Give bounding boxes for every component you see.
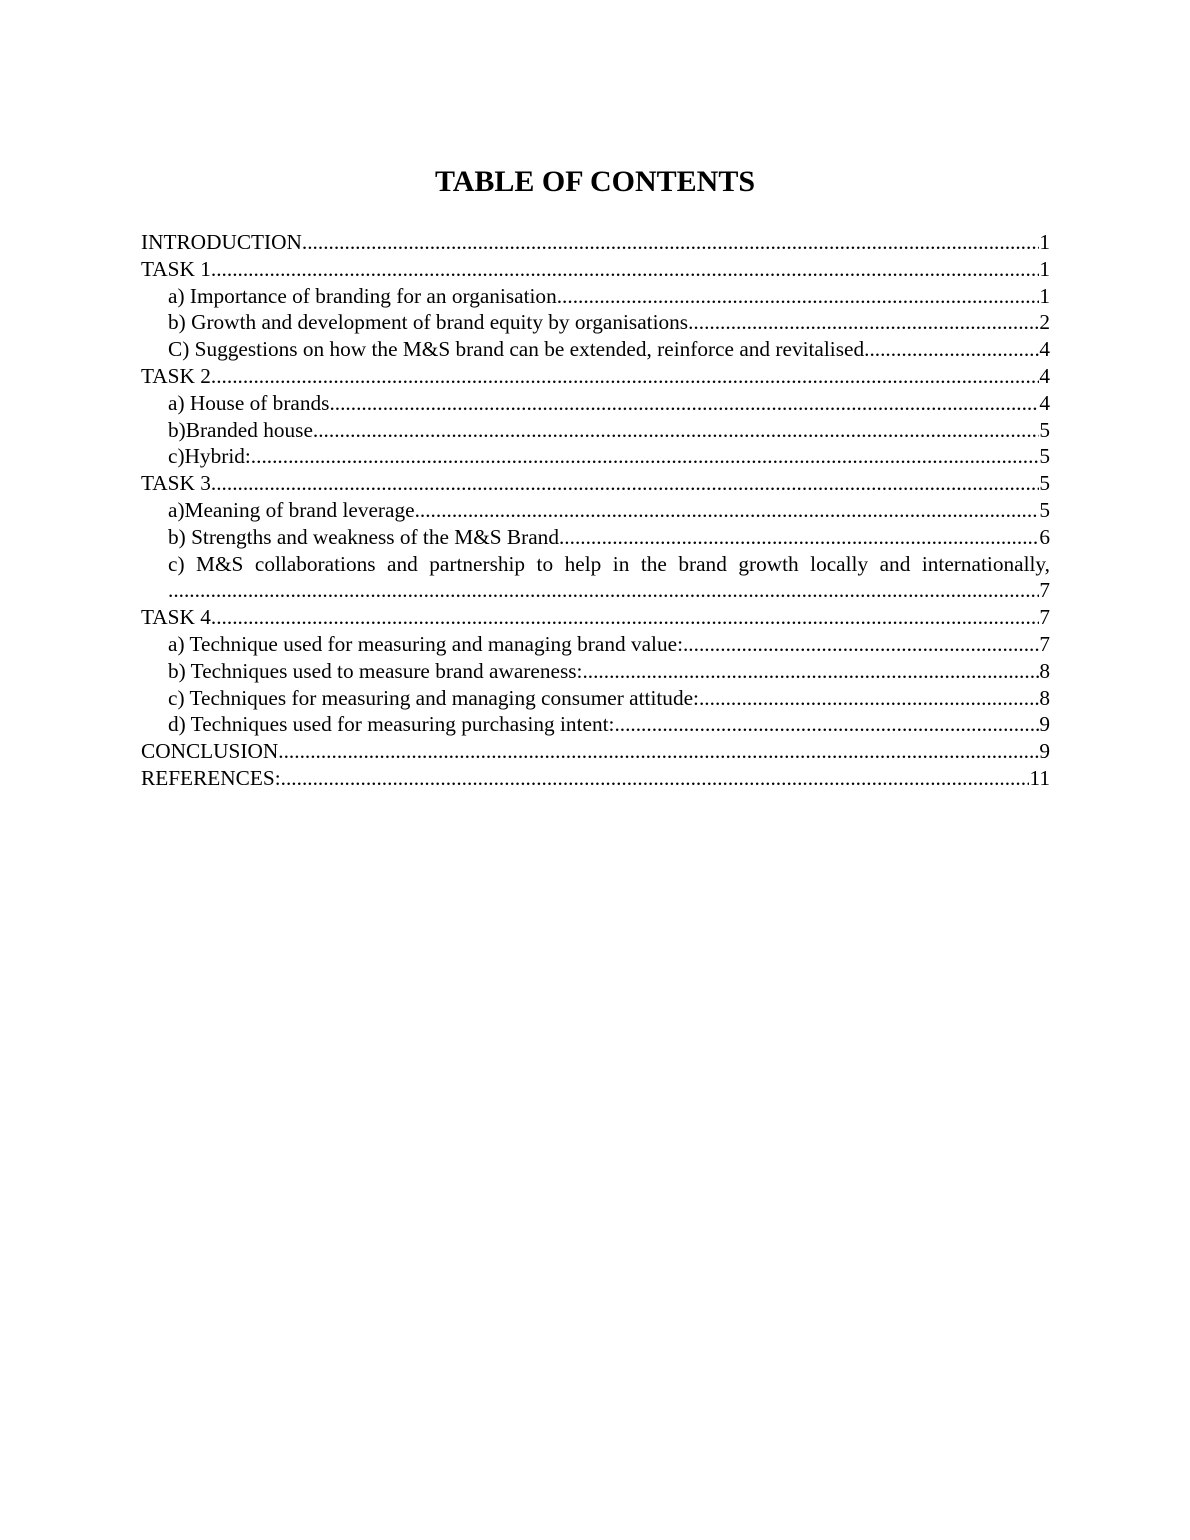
toc-entry-continuation: [168, 577, 1050, 604]
page-title: TABLE OF CONTENTS: [434, 165, 756, 198]
toc-dot-leader: [211, 604, 1039, 631]
toc-dot-leader: [168, 577, 1039, 604]
toc-entry-label: TASK 3: [141, 471, 211, 496]
toc-dot-leader: [281, 765, 1030, 792]
toc-page-number: 4: [1039, 390, 1050, 415]
toc-page-number: 1: [1039, 230, 1050, 254]
toc-entry-task-3b[interactable]: [141, 524, 1050, 551]
toc-entry-task-3[interactable]: [141, 470, 1050, 497]
toc-entry-label: b) Strengths and weakness of the M&S Brand: [168, 524, 559, 549]
toc-entry-task-2a[interactable]: [141, 390, 1050, 417]
toc-page-number: 11: [1029, 765, 1050, 790]
toc-dot-leader: [211, 470, 1039, 497]
toc-entry-label: c) Techniques for measuring and managing consumer attitude:: [168, 685, 699, 710]
toc-dot-leader: [582, 658, 1039, 685]
toc-entry-task-1b[interactable]: [141, 309, 1050, 336]
toc-entry-conclusion[interactable]: [141, 738, 1050, 765]
toc-page-number: 2: [1039, 310, 1050, 335]
toc-page-number: 4: [1039, 337, 1050, 362]
toc-entry-task-4c[interactable]: [141, 685, 1050, 712]
toc-entry-label: TASK 2: [141, 363, 211, 388]
toc-dot-leader: [329, 390, 1039, 417]
toc-entry-task-3a[interactable]: [141, 497, 1050, 524]
toc-page-number: 5: [1039, 417, 1050, 442]
toc-dot-leader: [688, 309, 1039, 336]
toc-dot-leader: [557, 283, 1040, 310]
toc-dot-leader: [251, 443, 1040, 470]
toc-entry-introduction[interactable]: [141, 229, 1050, 256]
toc-page-number: 9: [1039, 712, 1050, 737]
toc-dot-leader: [211, 363, 1039, 390]
toc-entry-task-4d[interactable]: [141, 711, 1050, 738]
toc-dot-leader: [683, 631, 1039, 658]
toc-entry-task-4b[interactable]: [141, 658, 1050, 685]
toc-page-number: 4: [1039, 363, 1050, 388]
toc-dot-leader: [302, 229, 1039, 256]
toc-dot-leader: [211, 256, 1039, 283]
toc-dot-leader: [864, 336, 1039, 363]
toc-entry-task-3c[interactable]: [141, 551, 1050, 605]
table-of-contents: [141, 229, 1050, 792]
toc-entry-label: a) Importance of branding for an organisation: [168, 283, 557, 308]
toc-dot-leader: [313, 417, 1039, 444]
toc-page-number: 5: [1039, 444, 1050, 469]
toc-page-number: 7: [1039, 605, 1050, 630]
toc-entry-label: c) M&S collaborations and partnership to help in the brand growth locally and internationally,: [168, 551, 1050, 576]
toc-entry-label: C) Suggestions on how the M&S brand can be extended, reinforce and revitalised: [168, 337, 865, 362]
toc-entry-label: a)Meaning of brand leverage: [168, 497, 415, 522]
toc-dot-leader: [699, 685, 1039, 712]
toc-page-number: 6: [1039, 524, 1050, 549]
toc-entry-label: CONCLUSION: [141, 739, 279, 764]
toc-entry-label: c)Hybrid:: [168, 444, 251, 469]
toc-page-number: 5: [1039, 497, 1050, 522]
toc-page-number: 1: [1039, 256, 1050, 281]
toc-entry-task-2c[interactable]: [141, 443, 1050, 470]
toc-entry-label: a) Technique used for measuring and managing brand value:: [168, 631, 683, 656]
toc-page-number: 5: [1039, 471, 1050, 496]
toc-entry-label: INTRODUCTION: [141, 230, 302, 254]
toc-entry-task-1c[interactable]: [141, 336, 1050, 363]
toc-entry-label: TASK 1: [141, 256, 211, 281]
toc-page-number: 7: [1039, 631, 1050, 656]
toc-entry-label: REFERENCES:: [141, 765, 281, 790]
toc-entry-task-1[interactable]: [141, 256, 1050, 283]
toc-page-number: 9: [1039, 739, 1050, 764]
toc-entry-task-2[interactable]: [141, 363, 1050, 390]
toc-page-number: 8: [1039, 685, 1050, 710]
toc-entry-label: TASK 4: [141, 605, 211, 630]
toc-dot-leader: [415, 497, 1040, 524]
toc-page-number: 1: [1039, 283, 1050, 308]
toc-dot-leader: [278, 738, 1039, 765]
toc-entry-references[interactable]: [141, 765, 1050, 792]
toc-entry-label: b)Branded house: [168, 417, 313, 442]
toc-dot-leader: [614, 711, 1039, 738]
toc-page-number: 7: [1039, 578, 1050, 603]
toc-entry-label: d) Techniques used for measuring purchasing intent:: [168, 712, 615, 737]
toc-entry-task-2b[interactable]: [141, 417, 1050, 444]
toc-entry-task-4a[interactable]: [141, 631, 1050, 658]
toc-entry-task-4[interactable]: [141, 604, 1050, 631]
toc-entry-label: b) Techniques used to measure brand awareness:: [168, 658, 583, 683]
toc-dot-leader: [559, 524, 1039, 551]
toc-entry-label: b) Growth and development of brand equity by organisations: [168, 310, 689, 335]
toc-entry-task-1a[interactable]: [141, 283, 1050, 310]
toc-entry-label: a) House of brands: [168, 390, 330, 415]
toc-page-number: 8: [1039, 658, 1050, 683]
